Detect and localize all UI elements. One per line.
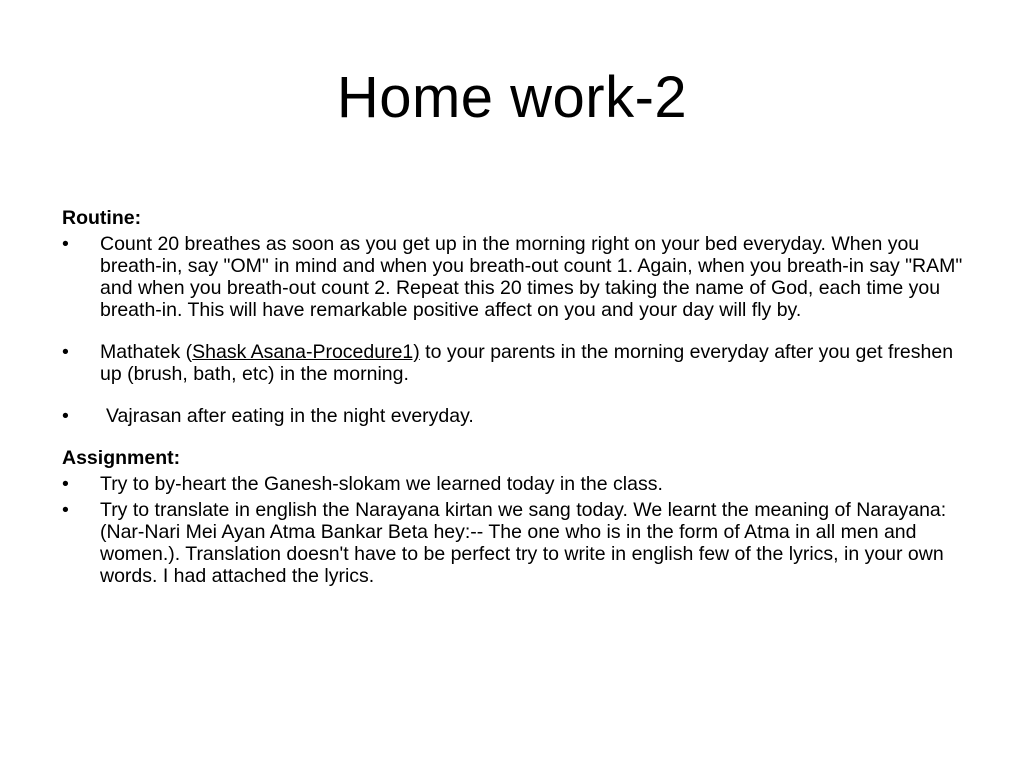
routine-item-vajrasan xyxy=(62,405,972,427)
assignment-item-ganesh-slokam xyxy=(62,473,972,495)
bullet-icon: • xyxy=(62,233,69,255)
assignment-item-text: Try to by-heart the Ganesh-slokam we learned today in the class. xyxy=(100,473,663,495)
assignment-list xyxy=(62,473,972,587)
assignment-item-narayana-kirtan xyxy=(62,499,972,587)
assignment-item-text: Try to translate in english the Narayana kirtan we sang today. We learnt the meaning of Narayana: (Nar-Nari Mei Ayan Atma Bankar Beta hey:-- The one who is in the form of Atma in all men and women.). Translation doesn't have to be perfect try to write in english few of the lyrics, in your own words. I had attached the lyrics. xyxy=(100,499,947,587)
routine-item-text xyxy=(100,341,953,385)
shask-asana-procedure-link[interactable]: Shask Asana-Procedure1) xyxy=(192,341,420,363)
routine-item-breathing xyxy=(62,233,972,321)
bullet-icon: • xyxy=(62,341,69,363)
routine-item-text: Vajrasan after eating in the night everyday. xyxy=(106,405,474,427)
bullet-icon: • xyxy=(62,499,69,521)
routine-item-text: Count 20 breathes as soon as you get up in the morning right on your bed everyday. When you breath-in, say "OM" in mind and when you breath-out count 1. Again, when you breath-in say "RAM" and when you breath-out count 2. Repeat this 20 times by taking the name of God, each time you breath-in. This will have remarkable positive affect on you and your day will fly by. xyxy=(100,233,963,321)
bullet-icon: • xyxy=(62,473,69,495)
slide-content xyxy=(62,207,972,587)
routine-item-text-before: Mathatek ( xyxy=(100,341,193,363)
slide-title: Home work-2 xyxy=(336,65,688,130)
routine-item-text-after: to your parents in the morning everyday after you get freshen up (brush, bath, etc) in the morning. xyxy=(100,341,954,385)
routine-heading: Routine: xyxy=(62,207,142,229)
bullet-icon: • xyxy=(62,405,69,427)
assignment-heading: Assignment: xyxy=(62,447,181,469)
routine-list xyxy=(62,233,972,427)
routine-item-mathatek xyxy=(62,341,972,385)
